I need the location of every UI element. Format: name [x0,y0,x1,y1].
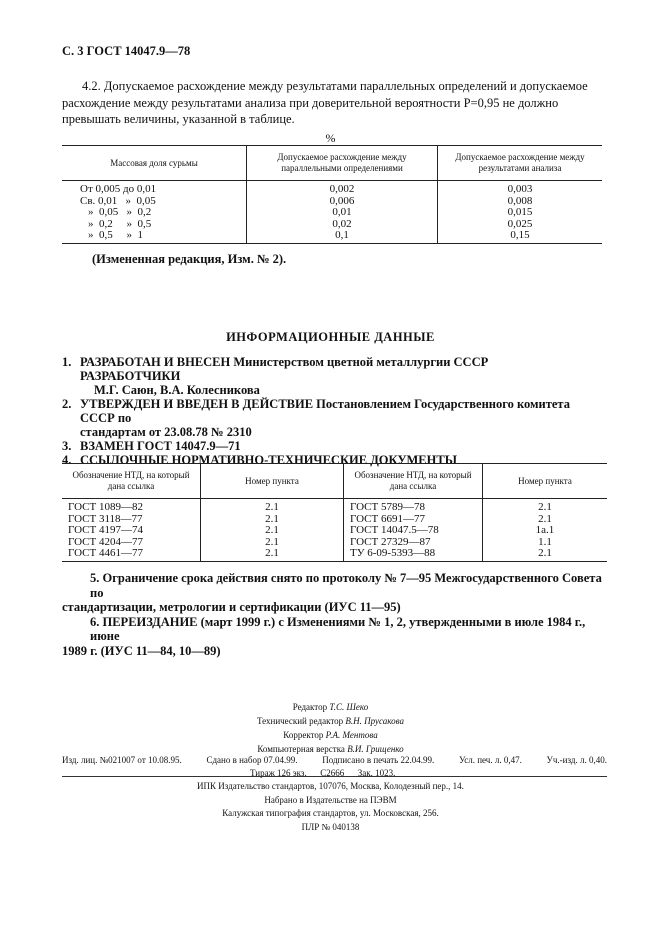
item-5-line: стандартизации, метрологии и сертификации (ИУС 11—95) [62,600,401,614]
list-item [62,355,607,369]
imprint-field: Сдано в набор 07.04.99. [206,755,298,765]
table-cell: 0,02 [247,219,438,231]
table-cell: 2.1 [483,499,608,514]
list-item [62,397,607,425]
credit-tech-editor [0,714,661,728]
table-cell: 0,003 [438,181,603,196]
table-cell: ГОСТ 5789—78 [344,499,483,514]
item-5-line: 5. Ограничение срока действия снято по протоколу № 7—95 Межгосударственного Совета по [90,571,602,600]
credit-name: Р.А. Ментова [325,730,378,740]
imprint-row [62,767,607,780]
table-cell: ГОСТ 4197—74 [68,524,143,536]
table-cell: ГОСТ 6691—77 [344,514,483,526]
list-text: ССЫЛОЧНЫЕ НОРМАТИВНО-ТЕХНИЧЕСКИЕ ДОКУМЕНТЫ [80,453,457,467]
table-cell: 2.1 [201,499,344,514]
credit-name: Т.С. Шеко [329,702,369,712]
table-cell: ГОСТ 4204—77 [68,535,143,548]
table-cell: 0,015 [438,207,603,219]
imprint-field: Тираж 126 экз. [250,768,307,778]
credit-name: В.И. Грищенко [347,744,404,754]
tolerance-table [62,145,602,244]
table-cell: ТУ 6-09-5393—88 [344,548,483,561]
table-row [62,207,602,219]
list-number: 2. [62,397,72,411]
column-header: Обозначение НТД, на который дана ссылка [344,464,483,499]
additional-info [62,571,607,658]
table-cell: 0,008 [438,196,603,208]
item-6-line: 6. ПЕРЕИЗДАНИЕ (март 1999 г.) с Изменениями № 1, 2, утвержденными в июле 1984 г., июне [90,614,586,643]
table-cell: 0,025 [438,219,603,231]
imprint-field: Изд. лиц. №021007 от 10.08.95. [62,755,182,765]
table-cell: От 0,005 до 0,01 [80,183,157,195]
table-row [62,181,602,196]
publisher-line: Калужская типография стандартов, ул. Московская, 256. [222,808,439,818]
list-number: 4. [62,453,72,467]
publisher-line: ИПК Издательство стандартов, 107076, Москва, Колодезный пер., 14. [197,781,464,791]
table-cell: 1.1 [483,537,608,549]
list-subheading: РАЗРАБОТЧИКИ [80,369,181,383]
table-cell: 2.1 [483,548,608,561]
page-header: С. 3 ГОСТ 14047.9—78 [62,44,191,58]
publisher-line: ПЛР № 040138 [301,821,360,832]
references-table [62,463,607,562]
list-text: ВЗАМЕН ГОСТ 14047.9—71 [80,439,241,453]
list-text: РАЗРАБОТАН И ВНЕСЕН Министерством цветной металлургии СССР [80,355,489,369]
table-cell: » 0,05 » 0,2 [88,206,152,218]
column-header: Допускаемое расхождение между результатами анализа [438,146,603,181]
table-cell: 1а.1 [483,525,608,537]
publisher-block [0,780,661,834]
table-cell: 0,1 [247,230,438,243]
column-header: Номер пункта [483,464,608,499]
column-header: Номер пункта [201,464,344,499]
paragraph-line: расхождение между результатами анализа при доверительной вероятности P=0,95 не должно [62,95,559,110]
info-section-title: ИНФОРМАЦИОННЫЕ ДАННЫЕ [226,330,435,344]
table-cell: ГОСТ 4461—77 [62,548,201,561]
imprint-row [62,754,607,767]
column-header: Допускаемое расхождение между параллельными определениями [247,146,438,181]
table-row [62,525,607,537]
table-cell: ГОСТ 1089—82 [68,501,143,513]
table-cell: 2.1 [201,537,344,549]
table-cell: ГОСТ 3118—77 [68,512,143,525]
list-authors: М.Г. Саюн, В.А. Колесникова [94,383,260,397]
table-cell: Св. 0,01 » 0,05 [80,194,156,207]
table-cell: 2.1 [201,525,344,537]
list-number: 1. [62,355,72,369]
credit-label: Редактор [292,702,328,712]
publisher-line: Набрано в Издательстве на ПЭВМ [264,794,397,805]
table-cell: 2.1 [201,514,344,526]
divider [62,776,607,777]
table-row [62,230,602,243]
credit-label: Корректор [283,730,324,740]
table-cell: » 0,2 » 0,5 [88,217,152,230]
item-6-line: 1989 г. (ИУС 11—84, 10—89) [62,643,221,658]
table-row [62,514,607,526]
table-cell: ГОСТ 14047.5—78 [344,525,483,537]
list-text: УТВЕРЖДЕН И ВВЕДЕН В ДЕЙСТВИЕ Постановлением Государственного комитета СССР по [80,397,570,425]
table-cell: 2.1 [483,514,608,526]
credit-label: Технический редактор [256,716,344,726]
amendment-note: (Измененная редакция, Изм. № 2). [92,252,287,266]
table-unit-label: % [325,131,336,145]
list-text-continued: стандартам от 23.08.78 № 2310 [80,425,252,439]
imprint-field: Уч.-изд. л. 0,40. [546,755,607,765]
credits-block [0,700,661,756]
imprint-field: Подписано в печать 22.04.99. [322,755,435,765]
imprint-field: Усл. печ. л. 0,47. [458,755,522,765]
table-cell: ГОСТ 27329—87 [344,537,483,549]
list-item [62,439,607,453]
credit-editor [0,700,661,714]
credit-corrector [0,728,661,742]
imprint-field: С2666 [320,768,345,778]
list-number: 3. [62,439,72,453]
credit-label: Компьютерная верстка [257,744,345,754]
table-cell: 0,002 [247,181,438,196]
table-cell: 2.1 [201,548,344,561]
column-header: Обозначение НТД, на который дана ссылка [62,464,201,499]
column-header: Массовая доля сурьмы [62,146,247,181]
table-row [62,548,607,561]
credit-name: В.Н. Прусакова [345,716,405,726]
section-4-2-paragraph [62,78,602,128]
info-list [62,355,607,467]
table-cell: 0,01 [247,207,438,219]
table-cell: 0,15 [438,230,603,243]
imprint-field: Зак. 1023. [357,768,396,778]
table-cell: 0,006 [247,196,438,208]
table-cell: » 0,5 » 1 [62,230,247,243]
paragraph-line: превышать величины, указанной в таблице. [62,112,295,126]
table-row [62,499,607,514]
table-row [62,537,607,549]
paragraph-line: 4.2. Допускаемое расхождение между результатами параллельных определений и допускаемое [82,79,588,93]
